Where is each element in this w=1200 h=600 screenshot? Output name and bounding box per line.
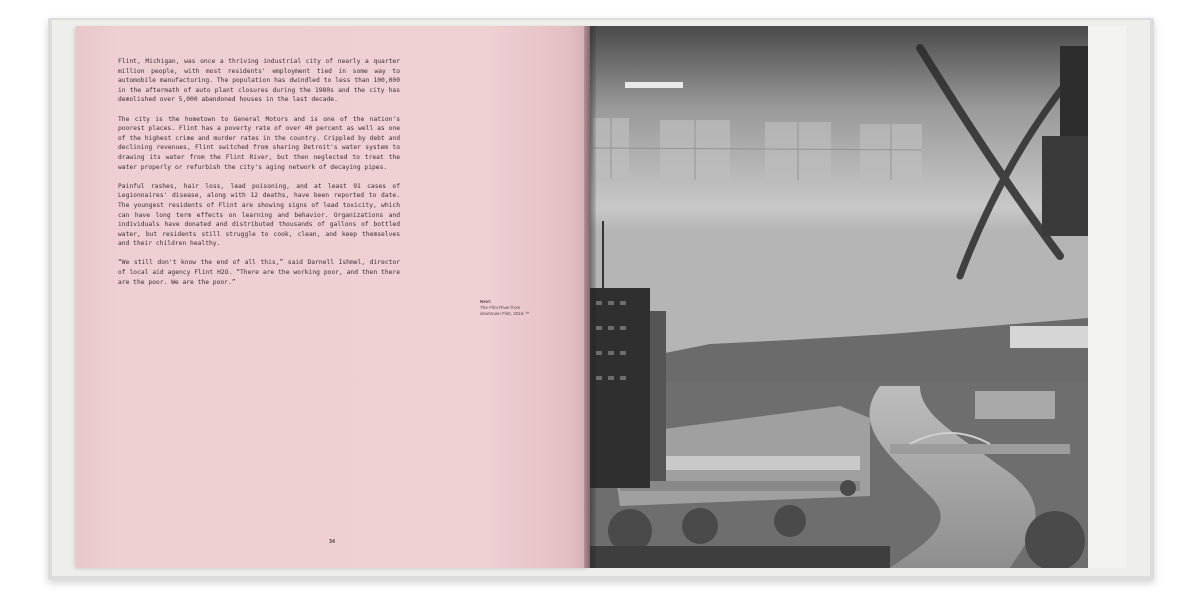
paragraph: Flint, Michigan, was once a thriving industrial city of nearly a quarter million people, with most residents' employment tied in some way to automobile manufacturing. The population has dwindled to less than 100,000 in the aftermath of auto plant closures during the 1980s and the city has demolished over 5,000 abandoned houses in the last decade. [118, 58, 400, 104]
paragraph: “We still don't know the end of all this,” said Darnell Ishmel, director of local aid agency Flint H2O. “There are the working poor, and then there are the poor. We are the poor.” [118, 259, 400, 286]
body-text [118, 57, 400, 297]
page-number: 34 [328, 539, 336, 545]
photo-illustration [590, 26, 1088, 568]
photo-caption [480, 299, 540, 317]
caption-title: Next: [480, 299, 492, 304]
paragraph: The city is the hometown to General Motors and is one of the nation's poorest places. Flint has a poverty rate of over 40 percent as well as one of the highest crime and murder rates in the country. Crippled by debt and declining revenues, Flint switched from sharing Detroit's water system to drawing its water from the Flint River, but then neglected to treat the water properly or refurbish the city's aging network of decaying pipes. [118, 115, 400, 171]
caption-text: The Flint River from downtown Flint, 2016.™ [480, 305, 530, 316]
book-gutter [584, 26, 596, 568]
paragraph: Painful rashes, hair loss, lead poisoning, and at least 91 cases of Legionnaires' disease, along with 12 deaths, have been reported to date. The youngest residents of Flint are showing signs of lead toxicity, which can have long term effects on learning and behavior. Organizations and individuals have donated and distributed thousands of gallons of bottled water, but residents still struggle to cook, clean, and keep themselves and their children healthy. [118, 182, 400, 248]
city-river-photo [590, 26, 1088, 568]
